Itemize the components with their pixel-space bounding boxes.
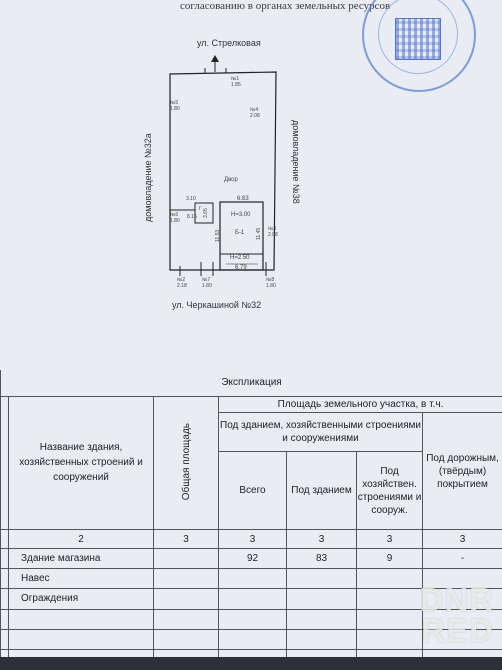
watermark-logo: DNR RED <box>419 581 494 649</box>
building-width: 6.83 <box>237 196 249 202</box>
mark-code: №7 <box>202 277 211 283</box>
table-cell: 83 <box>287 549 357 569</box>
building-height-label: H=3.00 <box>231 212 251 218</box>
mark-value: 1.80 <box>170 218 180 224</box>
building-code: Б-1 <box>235 230 245 236</box>
mark-value: 2.08 <box>268 232 278 238</box>
table-cell <box>154 569 219 589</box>
mark-code: №2 <box>177 277 186 283</box>
mark-value: 1.80 <box>266 283 276 289</box>
street-top-label: ул. Стрелковая <box>197 38 261 48</box>
col-name-header: Название здания, хозяйственных строений и сооружений <box>9 396 154 530</box>
table-cell: 3 <box>357 530 423 549</box>
table-cell: 2 <box>9 530 154 549</box>
col-all: Всего <box>219 452 287 530</box>
mark-value: 1.80 <box>170 106 180 112</box>
right-neighbor-label: домовладение №38 <box>291 120 301 204</box>
mark-code: №3 <box>268 226 277 232</box>
table-cell: 3 <box>219 530 287 549</box>
table-cell: 3 <box>154 530 219 549</box>
small-block-height: 8.15 <box>187 214 197 220</box>
left-neighbor-label: домовладение №32а <box>143 133 153 222</box>
right-dimension: 11.45 <box>256 227 262 240</box>
mark-code: №1 <box>231 76 240 82</box>
col-under-road: Под дорожным, (твёрдым) покрытием <box>423 413 502 530</box>
bottom-height-label: H=2.50 <box>230 255 250 261</box>
mark-code: №8 <box>266 277 275 283</box>
col-total-area: Общая площадь <box>154 396 219 530</box>
table-cell <box>287 569 357 589</box>
col-under-outbuildings: Под хозяйствен. строениями и сооруж. <box>357 452 423 530</box>
table-cell <box>219 569 287 589</box>
table-cell <box>154 549 219 569</box>
group-header: Площадь земельного участка, в т.ч. <box>219 396 502 413</box>
table-cell: 92 <box>219 549 287 569</box>
small-block-code: Г <box>199 206 202 212</box>
yard-label: Двор <box>224 177 238 183</box>
table-cell: 3 <box>423 530 502 549</box>
table-cell <box>219 589 287 609</box>
mark-code: №4 <box>250 107 259 113</box>
header-text: согласованию в органах земельных ресурсов <box>180 0 391 12</box>
mark-code: №5 <box>170 100 179 106</box>
mark-value: 2.08 <box>250 113 260 119</box>
small-block-width: 3.10 <box>186 196 196 202</box>
row-name: Навес <box>9 569 154 589</box>
table-row <box>1 549 502 569</box>
table-cell: - <box>423 549 502 569</box>
table-cell: 3 <box>287 530 357 549</box>
small-block-dimension: 3.65 <box>203 208 209 218</box>
table-cell <box>287 589 357 609</box>
mark-code: №6 <box>170 212 179 218</box>
mark-value: 1.80 <box>202 283 212 289</box>
table-cell: 9 <box>357 549 423 569</box>
table-cell <box>154 589 219 609</box>
bottom-width: 6.79 <box>235 265 247 271</box>
mark-value: 2.18 <box>177 283 187 289</box>
street-bottom-label: ул. Черкашиной №32 <box>172 300 262 310</box>
mark-value: 1.85 <box>231 82 241 88</box>
left-dimension: 11.53 <box>215 229 221 242</box>
photo-bottom-edge <box>0 657 502 670</box>
row-name: Ограждения <box>9 589 154 609</box>
col-under-building: Под зданием <box>287 452 357 530</box>
table-title: Экспликация <box>1 370 502 396</box>
index-row <box>1 530 502 549</box>
row-name: Здание магазина <box>9 549 154 569</box>
subgroup-header: Под зданием, хозяйственными строениями и сооружениями <box>219 413 423 452</box>
